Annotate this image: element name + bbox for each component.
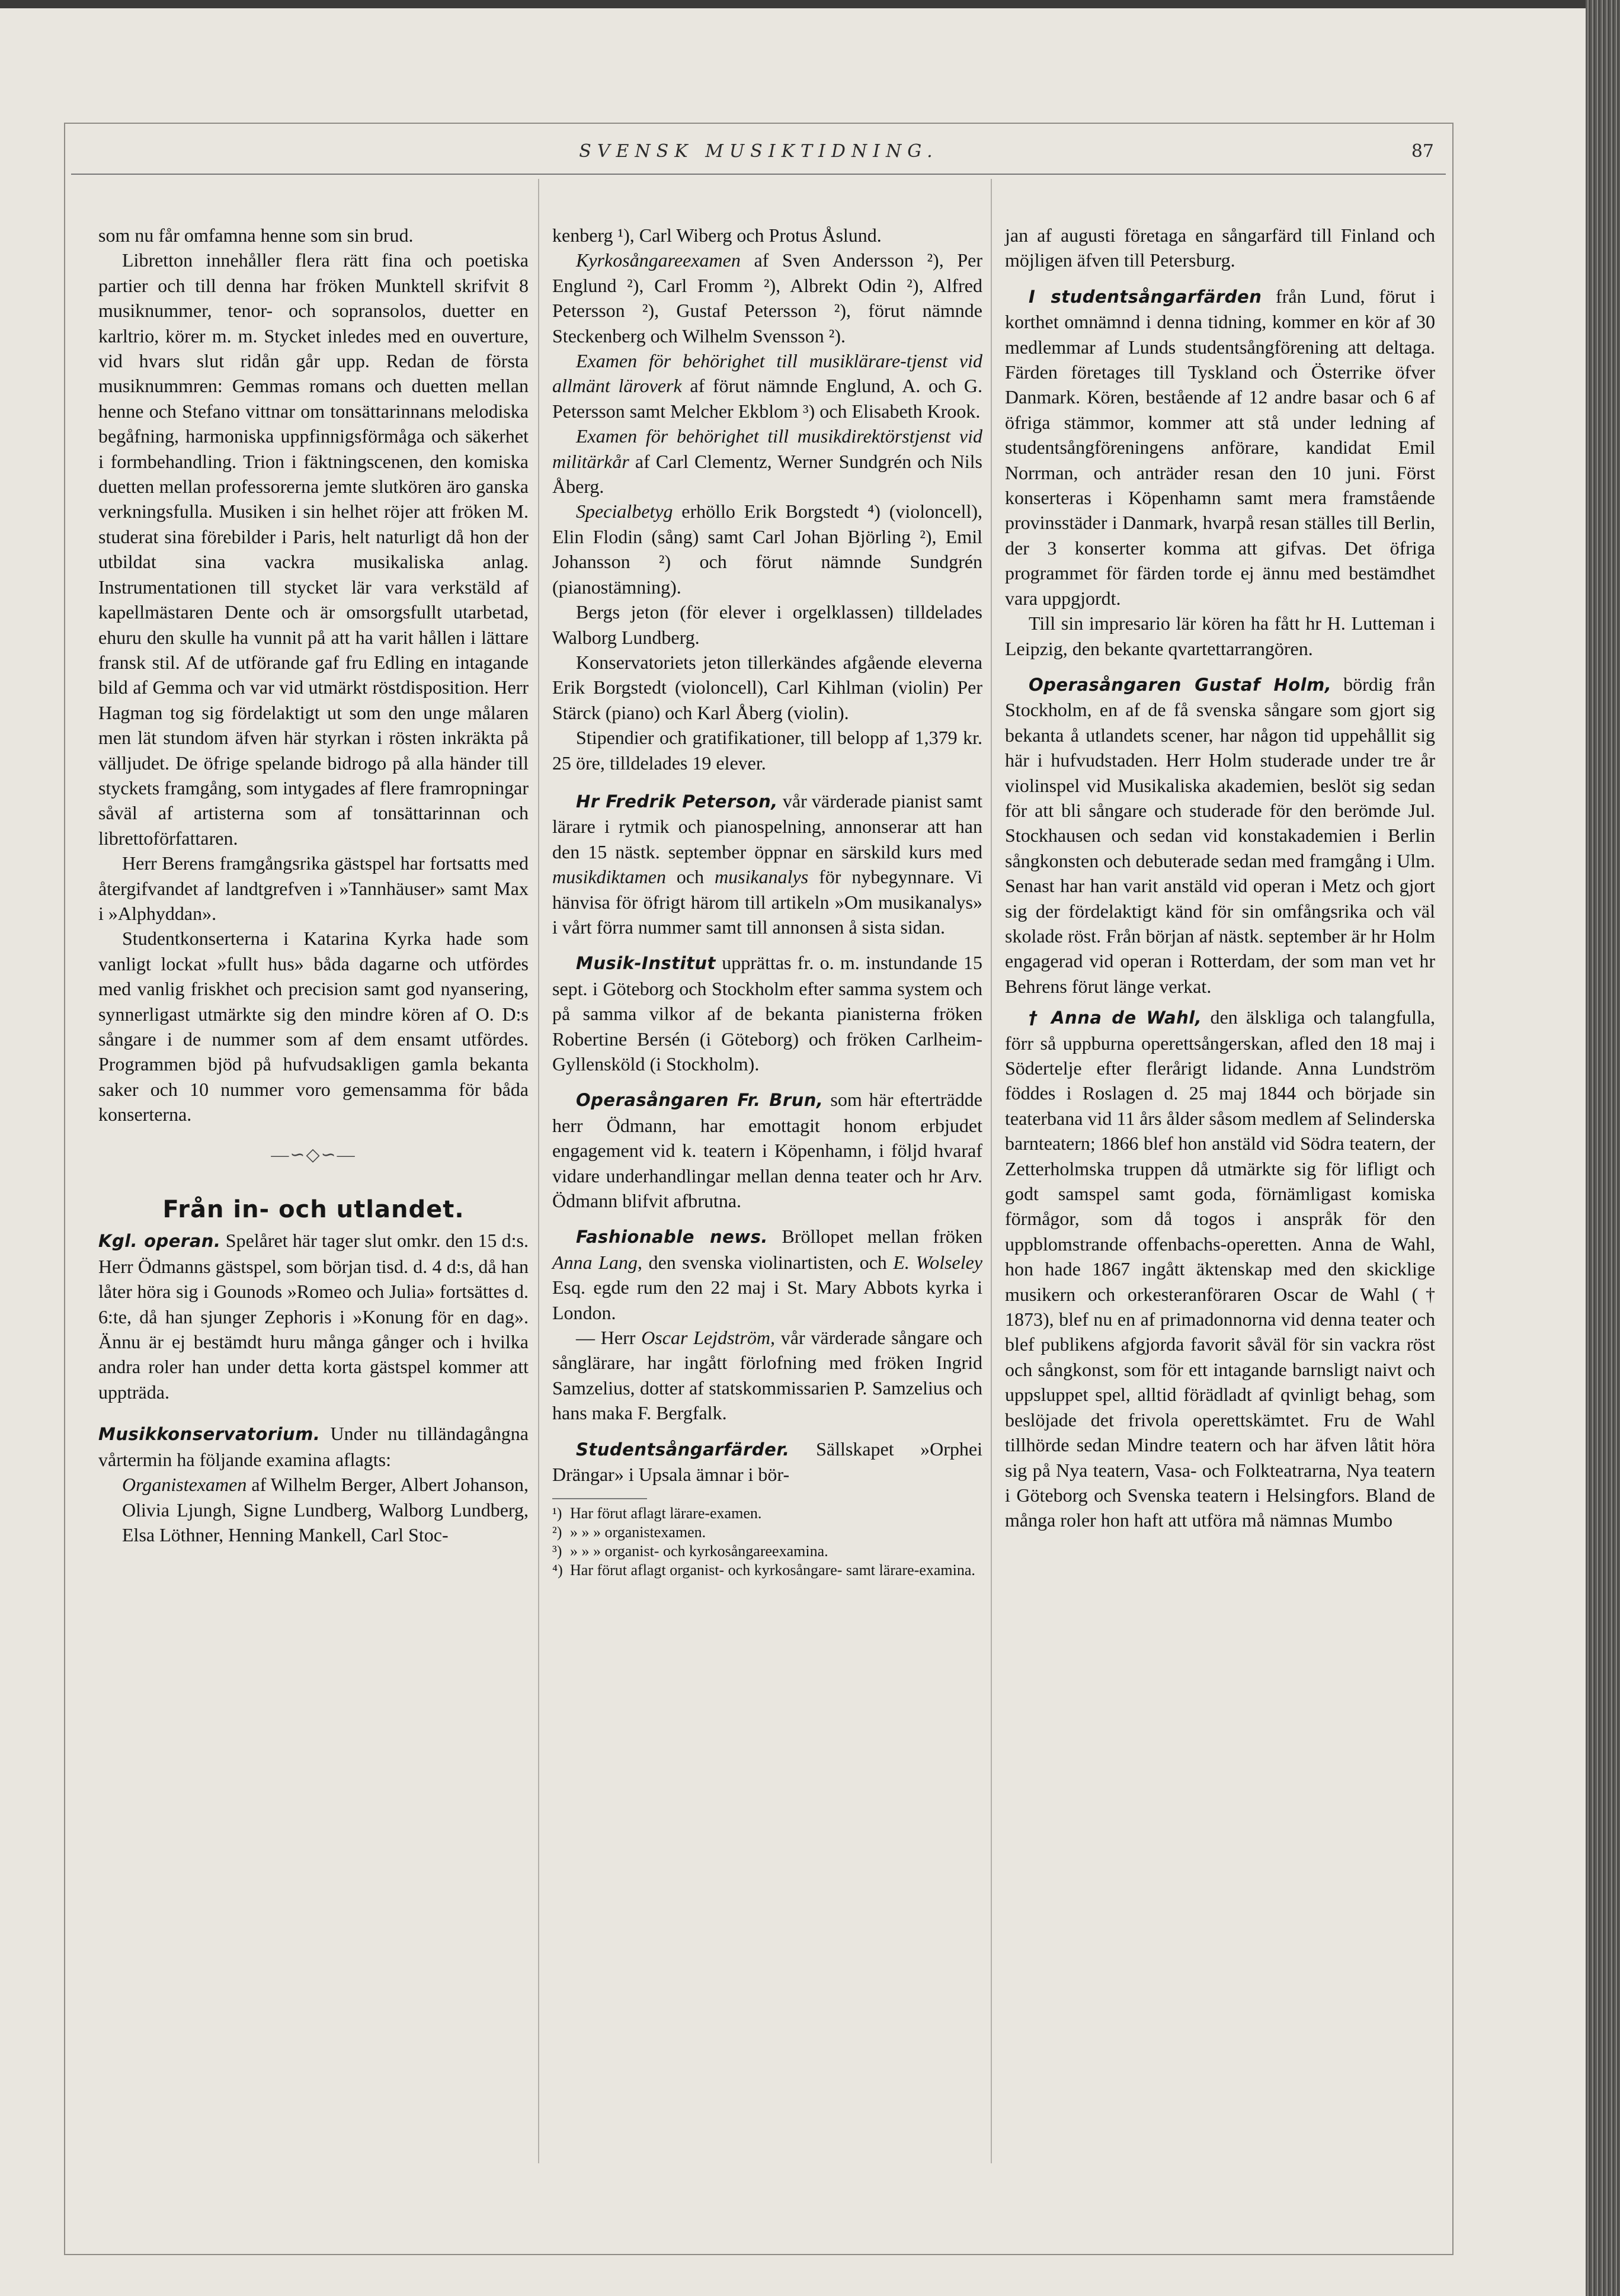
footnote-mark: ¹) <box>552 1504 562 1522</box>
column-2 <box>552 223 982 1580</box>
paragraph: Till sin impresario lär kören ha fått hr H. Lutteman i Leipzig, den bekante qvartettarrangören. <box>1005 613 1435 659</box>
footnote <box>552 1561 982 1580</box>
paragraph <box>552 348 982 424</box>
footnote-mark: ²) <box>552 1523 562 1541</box>
article-text: Spelåret här tager slut omkr. den 15 d:s. Herr Ödmanns gästspel, som början tisd. d. 4 d:s, då han låter höra sig i Gounods »Romeo och Julia» fortsättes d. 6:te, då han sjunger Zephoris i »Konung för en dag». Ännu är ej bestämdt huru många gånger och i hvilka andra roler han under detta korta gästspel kommer att uppträda. <box>98 1230 529 1403</box>
article-text: för nybegynnare. Vi hänvisa för öfrigt härom till artikeln »Om musikanalys» i vårt förra nummer samt till annonsen å sista sidan. <box>552 866 983 938</box>
article-heading: Kgl. operan. <box>98 1231 221 1252</box>
exam-text: erhöllo Erik Borgstedt ⁴) (violoncell), Elin Flodin (sång) samt Carl Johan Björling ²), Emil Johansson ²) och förut nämnde Sundgrén (pianostämning). <box>552 501 982 598</box>
footnote-mark: ³) <box>552 1542 562 1560</box>
article-heading: Operasångaren Fr. Brun, <box>576 1090 824 1111</box>
paragraph <box>552 248 982 348</box>
article-text: vår värderade pianist samt lärare i rytmik och pianospelning, annonserar att han den 15 nästk. september öppnar en särskild kurs med <box>552 790 983 862</box>
exam-text: af Wilhelm Berger, Albert Johanson, Olivia Ljungh, Signe Lundberg, Walborg Lundberg, Elsa Löthner, Henning Mankell, Carl Stoc- <box>122 1474 529 1545</box>
footnote-text: » » » organist- och kyrkosångareexamina. <box>570 1542 828 1560</box>
article <box>1005 284 1435 611</box>
article <box>552 1436 982 1487</box>
exam-text: af Carl Clementz, Werner Sundgrén och Nils Åberg. <box>552 450 982 498</box>
paragraph: Konservatoriets jeton tillerkändes afgående eleverna Erik Borgstedt (violoncell), Carl Kihlman (violin) Per Stärck (piano) och Karl Åberg (violin). <box>552 651 982 723</box>
header-rule <box>71 174 1446 175</box>
running-head: SVENSK MUSIKTIDNING. <box>579 141 939 162</box>
article-heading: † Anna de Wahl, <box>1029 1008 1202 1028</box>
article-text: som här efterträdde herr Ödmann, har emottagit honom erbjudet engagement vid k. teatern i Köpenhamn, i följd hvaraf vidare underhandlingar mellan denna teater och hr Arv. Ödmann blifvit afbrutna. <box>552 1089 983 1212</box>
ornament-divider: —∽◇∽— <box>271 1144 356 1165</box>
article-heading: Hr Fredrik Peterson, <box>576 791 778 812</box>
binding-edge <box>1586 0 1620 2296</box>
paragraph <box>98 1472 529 1547</box>
article-text: upprättas fr. o. m. instundande 15 sept. i Göteborg och Stockholm efter samma system och på samma vilkor af de bekanta pianisterna fröken Robertine Bersén (i Göteborg) och fröken Carlheim-Gyllensköld (i Stockholm). <box>552 952 983 1075</box>
article <box>1005 1005 1435 1533</box>
exam-label: Kyrkosångareexamen <box>576 249 741 271</box>
article-text: E. Wolseley <box>893 1251 983 1273</box>
article-heading: I studentsångarfärden <box>1029 286 1262 307</box>
exam-text: af Sven Andersson ²), Per Englund ²), Carl Fromm ²), Albrekt Odin ²), Alfred Petersson ²), Gustaf Petersson ²), förut nämnde Steckenberg och Wilhelm Svensson ²). <box>552 249 982 347</box>
paragraph: Bergs jeton (för elever i orgelklassen) tilldelades Walborg Lundberg. <box>552 601 982 648</box>
article-text: musikdiktamen <box>552 866 666 888</box>
article-heading: Fashionable news. <box>576 1227 768 1248</box>
column-rule-2 <box>991 179 992 2163</box>
paragraph: Studentkonserterna i Katarina Kyrka hade som vanligt lockat »fullt hus» båda dagarne och utfördes med vanlig friskhet och precision samt god nyansering, synnerligast utmärkte sig den mindre kören af O. D:s sångare i de nummer som af dem ensamt utfördes. Programmen bjöd på hufvudsakligen gamla bekanta saker och 10 nummer voro gemensamma för båda konserterna. <box>98 928 529 1125</box>
article-text: från Lund, förut i korthet omnämnd i denna tidning, kommer en kör af 30 medlemmar af Lunds studentsångförening att deltaga. Färden företages till Tyskland och Österrike öfver Danmark. Kören, bestående af 12 andre basar och 6 af öfriga stämmor, kommer att stå under ledning af studentsångföreningens anförare, kandidat Emil Norrman, och anträder resan den 10 juni. Först konserteras i Köpenhamn samt mera framstående provinsstäder i Danmark, hvarpå resan ställes till Berlin, der 3 konserter komma att gifvas. Det öfriga programmet för färden torde ej ännu med bestämdhet vara uppgjordt. <box>1005 285 1436 609</box>
section-title: Från in- och utlandet. <box>162 1196 465 1224</box>
exam-label: Examen för behörighet till musiklärare-tjenst vid allmänt läroverk <box>552 350 982 397</box>
article-text: Under nu tilländagångna vårtermin ha följande examina aflagts: <box>98 1423 529 1470</box>
footnote-rule <box>552 1498 647 1499</box>
paragraph <box>552 499 982 599</box>
paragraph: som nu får omfamna henne som sin brud. <box>98 225 414 246</box>
article <box>552 1224 982 1325</box>
article-heading: Musikkonservatorium. <box>98 1424 321 1445</box>
footnote <box>552 1504 982 1523</box>
paragraph: jan af augusti företaga en sångarfärd till Finland och möjligen äfven till Petersburg. <box>1005 225 1435 271</box>
exam-label: Examen för behörighet till musikdirektörstjenst vid militärkår <box>552 425 982 472</box>
column-1 <box>98 223 529 1547</box>
article-heading: Studentsångarfärder. <box>576 1439 790 1460</box>
article <box>98 1228 529 1404</box>
column-3 <box>1005 223 1435 1533</box>
paragraph: Libretton innehåller flera rätt fina och poetiska partier och till denna har fröken Munktell skrifvit 8 musiknummer, tenor- och sopransolos, duetter en karltrio, körer m. m. Stycket inledes med en ouverture, vid hvars slut ridån går upp. Redan de första musiknummren: Gemmas romans och duetten mellan henne och Stefano vittnar om tonsättarinnans melodiska begåfning, harmoniska uppfinnigsförmåga och säkerhet i formbehandling. Trion i fäktningscenen, den komiska duetten mellan professorerna jemte slutkören äro ganska verkningsfulla. Musiken i sin helhet röjer att fröken M. studerat sina förebilder i Paris, helt naturligt då hon der utbildat sina vackra musikaliska anlag. Instrumentationen till stycket lär vara verkstäld af kapellmästaren Dente och är omsorgsfullt utarbetad, ehuru den skulle ha vunnit på att ha varit hållen i lättare fransk stil. Af de utförande gaf fru Edling en intagande bild af Gemma och var vid utmärkt röstdisposition. Herr Hagman tog sig fördelaktigt ut som den unge målaren men lät stundom äfven här styrkan i rösten inkräkta på välljudet. De öfrige spelande bidrogo på alla händer till styckets framgång, som intygades af flere framropningar såväl af artisterna som af tonsättarinnan och librettoförfattaren. <box>98 249 529 849</box>
exam-label: Organistexamen <box>122 1474 247 1496</box>
paragraph <box>552 424 982 499</box>
article-text: Esq. egde rum den 22 maj i St. Mary Abbots kyrka i London. <box>552 1277 982 1323</box>
article-text: vår värderade sångare och sånglärare, har ingått förlofning med fröken Ingrid Samzelius, dotter af statskommissarien P. Samzelius och hans maka F. Bergfalk. <box>552 1327 983 1424</box>
article <box>1005 672 1435 999</box>
article <box>552 950 982 1076</box>
footnote-text: Har förut aflagt organist- och kyrkosångare- samt lärare-examina. <box>570 1561 975 1579</box>
article <box>552 1087 982 1213</box>
article-text: den svenska violinartisten, och <box>648 1251 887 1273</box>
footnote-text: Har förut aflagt lärare-examen. <box>570 1504 762 1522</box>
article-text: Sällskapet »Orphei Drängar» i Upsala ämnar i bör- <box>552 1438 982 1486</box>
top-edge <box>0 0 1620 8</box>
article-text: musikanalys <box>715 866 809 888</box>
exam-label: Specialbetyg <box>576 501 673 522</box>
column-rule-1 <box>538 179 539 2163</box>
article-text: Oscar Lejdström, <box>641 1327 775 1349</box>
article-heading: Operasångaren Gustaf Holm, <box>1029 674 1332 695</box>
article-text: och <box>676 866 705 888</box>
footnote <box>552 1523 982 1542</box>
article-text: — Herr <box>576 1327 636 1349</box>
article-heading: Musik-Institut <box>576 953 716 974</box>
footnote-text: » » » organistexamen. <box>570 1523 706 1541</box>
article <box>98 1421 529 1472</box>
page-number: 87 <box>1411 141 1434 162</box>
footnote <box>552 1542 982 1561</box>
article <box>552 788 982 939</box>
article-text: Anna Lang, <box>552 1251 642 1273</box>
article-text: bördig från Stockholm, en af de få svenska sångare som gjort sig bekanta å utlandets scener, har någon tid uppehållit sig här i hufvudstaden. Herr Holm studerade under tre år violinspel vid Musikaliska akademien, beslöt sig sedan för att bli sångare och studerade för den berömde Jul. Stockhausen och sedan vid konstakademien i Berlin sångkonsten och debuterade sedan med framgång i Ulm. Senast har han varit anstäld vid operan i Metz och gjort sig der fördelaktigt känd för sin omfångsrika och väl skolade röst. Från början af nästk. september är hr Holm engagerad vid operan i Rotterdam, der som man vet hr Behrens förut länge verkat. <box>1005 673 1435 997</box>
paragraph: Stipendier och gratifikationer, till belopp af 1,379 kr. 25 öre, tilldelades 19 elever. <box>552 727 982 774</box>
paragraph: Herr Berens framgångsrika gästspel har fortsatts med återgifvandet af landtgrefven i »Tannhäuser» samt Max i »Alphyddan». <box>98 852 529 924</box>
article-text: den älskliga och talangfulla, förr så uppburna operettsångerskan, afled den 18 maj i Södertelje efter flerårigt lidande. Anna Lundström föddes i Roslagen d. 25 maj 1844 och började sin teaterbana vid 11 års ålder såsom medlem af Selinderska barnteatern; 1866 blef hon anstäld vid Södra teatern, der Zetterholmska truppen då utmärkte sig för lifligt och godt samspel samt goda, förnämligast komiska förmågor, som då togos i anspråk för den uppblomstrande offenbachs-operetten. Anna de Wahl, hon hade 1867 ingått äktenskap med den skicklige musikern och orkesteranföraren Oscar de Wahl († 1873), blef nu en af primadonnorna vid denna teater och blef publikens afgjorda favorit såväl för sin vackra röst och sångkonst, som för ett intagande barnsligt naivt och uppsluppet spel, alltid förädladt af qvinligt behag, som beslöjade det frivola operettskämtet. Fru de Wahl tillhörde sedan Mindre teatern och har äfven låtit höra sig på Nya teatern, Vasa- och Folkteatrarna, Nya teatern i Göteborg och Svenska teatern i Helsingfors. Bland de många roler hon haft att utföra må nämnas Mumbo <box>1005 1006 1436 1531</box>
article <box>552 1325 982 1426</box>
article-text: Bröllopet mellan fröken <box>782 1226 983 1248</box>
paragraph: kenberg ¹), Carl Wiberg och Protus Åslund. <box>552 225 882 246</box>
footnote-mark: ⁴) <box>552 1561 563 1579</box>
exam-text: af förut nämnde Englund, A. och G. Petersson samt Melcher Ekblom ³) och Elisabeth Krook. <box>552 375 983 422</box>
